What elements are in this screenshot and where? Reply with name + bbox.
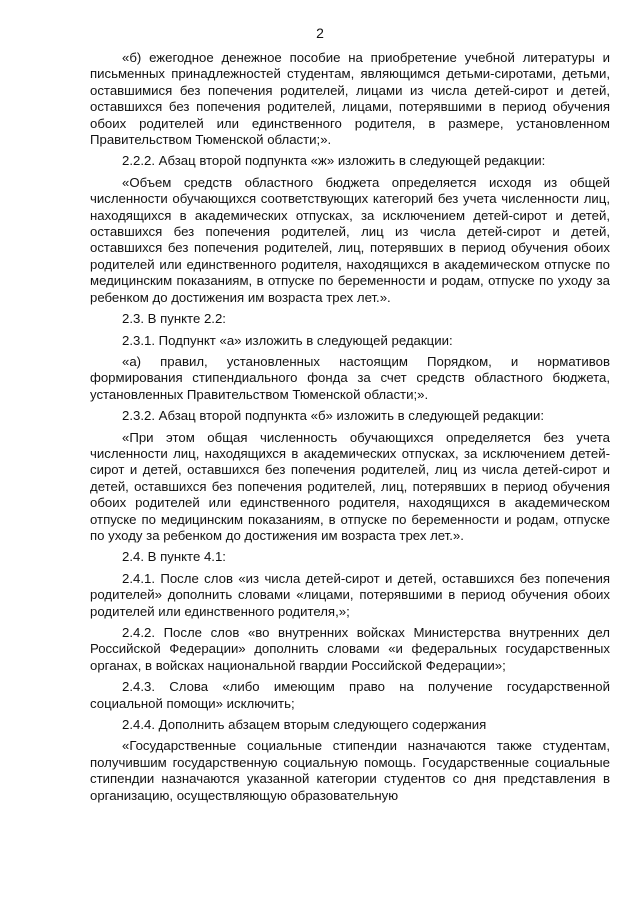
paragraph: 2.4.1. После слов «из числа детей-сирот и детей, оставшихся без попечения родителей» дополнить словами «лицами, потерявшими в период обучения обоих родителей или единственного родителя,»; (90, 570, 610, 619)
paragraph: 2.2.2. Абзац второй подпункта «ж» изложить в следующей редакции: (122, 153, 546, 169)
paragraph: «Объем средств областного бюджета определяется исходя из общей численности обучающихся соответствующих категорий без учета численности лиц, находящихся в академических отпусках, за исключением детей-сирот и детей, оставшихся без попечения родителей, лиц из числа детей-сирот и детей, оставшихся без попечения родителей, лиц, потерявших в период обучения обоих родителей или единственного родителя, находящихся в академическом отпуске по медицинским показаниям, в отпуске по беременности и родам, отпуске по уходу за ребенком до достижения им возраста трех лет.». (90, 174, 610, 305)
paragraph: 2.3. В пункте 2.2: (122, 311, 226, 327)
paragraph: «При этом общая численность обучающихся определяется без учета численности лиц, находящихся в академических отпусках, за исключением детей-сирот и детей, оставшихся без попечения родителей, лиц из числа детей-сирот и детей, оставшихся без попечения родителей, лиц, потерявших в период обучения обоих родителей или единственного родителя, находящихся в академическом отпуске по медицинским показаниям, в отпуске по беременности и родам, отпуске по уходу за ребенком до достижения им возраста трех лет.». (90, 429, 610, 543)
paragraph: 2.3.2. Абзац второй подпункта «б» изложить в следующей редакции: (122, 408, 544, 424)
paragraph: 2.3.1. Подпункт «а» изложить в следующей редакции: (122, 332, 453, 348)
paragraph: «а) правил, установленных настоящим Порядком, и нормативов формирования стипендиального фонда за счет средств областного бюджета, установленных Правительством Тюменской области;». (90, 353, 610, 402)
paragraph: 2.4.2. После слов «во внутренних войсках Министерства внутренних дел Российской Федерации» дополнить словами «и федеральных государственных органах, в войсках национальной гвардии Российской Федерации»; (90, 625, 610, 673)
paragraph: 2.4.3. Слова «либо имеющим право на получение государственной социальной помощи» исключить; (90, 679, 610, 711)
document-body (90, 50, 610, 809)
paragraph: «Государственные социальные стипендии назначаются также студентам, получившим государственную социальную помощь. Государственные социальные стипендии назначаются указанной категории студентов со дня представления в организацию, осуществляющую образовательную (90, 738, 610, 803)
page-number: 2 (316, 25, 324, 41)
paragraph: 2.4. В пункте 4.1: (122, 549, 226, 565)
paragraph: 2.4.4. Дополнить абзацем вторым следующего содержания (122, 717, 487, 733)
paragraph: «б) ежегодное денежное пособие на приобретение учебной литературы и письменных принадлежностей студентам, являющимся детьми-сиротами, детьми, оставшимися без попечения родителей, лицами из числа детей-сирот и детей, оставшихся без попечения родителей, лицами, потерявшими в период обучения обоих родителей или единственного родителя, в размере, установленном Правительством Тюменской области;». (90, 50, 610, 148)
